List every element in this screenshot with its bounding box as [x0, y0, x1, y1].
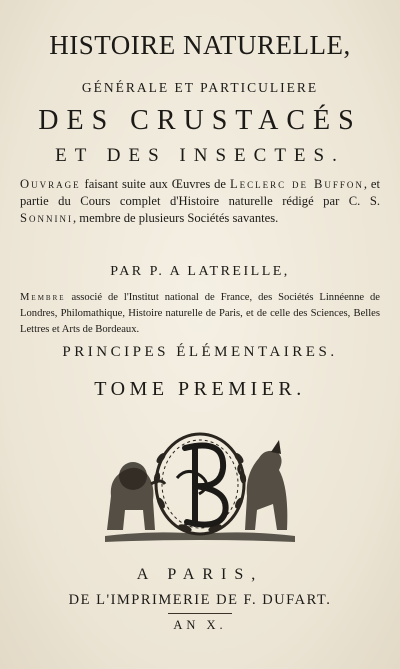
- imprint-city: A PARIS,: [136, 566, 264, 583]
- author-credentials: [20, 290, 380, 338]
- credentials-lead-word: Membre: [20, 292, 66, 303]
- title-subline: GÉNÉRALE ET PARTICULIERE: [81, 80, 319, 95]
- credentials-text: associé de l'Institut national de France, des Sociétés Linnéenne de Londres, Philomathique, Histoire naturelle de Paris, et de celle des Sciences, Belles Lettres et Arts de Bordeaux.: [20, 292, 380, 335]
- volume-label: TOME PREMIER.: [94, 378, 306, 400]
- description-paragraph: [20, 176, 380, 227]
- main-title: HISTOIRE NATURELLE,: [49, 30, 351, 60]
- imprint-rule: [168, 613, 232, 614]
- description-lead-word: Ouvrage: [20, 177, 81, 191]
- title-crustaces: DES CRUSTACÉS: [38, 105, 362, 136]
- description-text-3: , membre de plusieurs Sociétés savantes.: [73, 211, 279, 225]
- title-insectes: ET DES INSECTES.: [55, 145, 345, 166]
- description-text-2: , et partie du Cours complet d'Histoire naturelle rédigé par C. S.: [20, 177, 381, 208]
- author-line: PAR P. A LATREILLE,: [110, 264, 290, 279]
- buffon-name: Leclerc de Buffon: [229, 177, 364, 191]
- imprint-year: AN X.: [173, 618, 227, 632]
- lion-dog-monogram-vignette-icon: [95, 418, 305, 548]
- description-text-1: faisant suite aux Œuvres de: [80, 177, 230, 191]
- subtitle: PRINCIPES ÉLÉMENTAIRES.: [62, 344, 338, 360]
- imprint-printer: DE L'IMPRIMERIE DE F. DUFART.: [68, 592, 332, 608]
- sonnini-name: Sonnini: [20, 211, 73, 225]
